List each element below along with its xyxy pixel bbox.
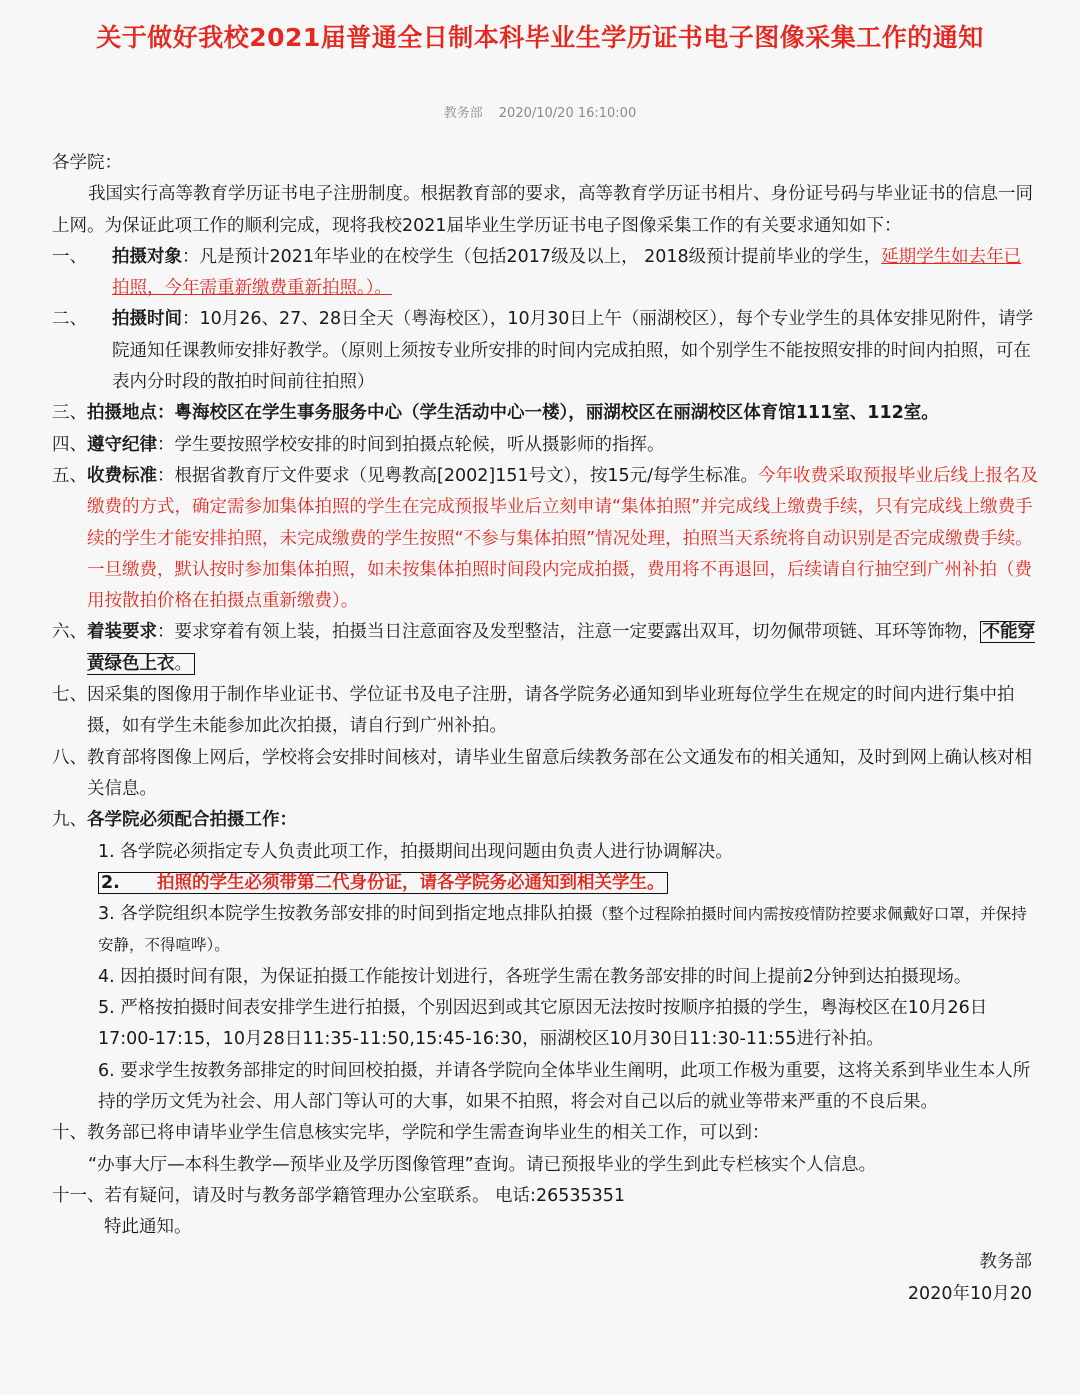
section-5 <box>52 461 1038 617</box>
section-content: 若有疑问，请及时与教务部学籍管理办公室联系。 电话:26535351 <box>104 1185 626 1206</box>
section-content: ：凡是预计2021年毕业的在校学生（包括2017级及以上， 2018级预计提前毕业的学生， <box>182 246 882 267</box>
section-text <box>112 242 1038 305</box>
section-content: 各学院必须配合拍摄工作： <box>87 810 297 831</box>
section-content: ：根据省教育厅文件要求（见粤教高[2002]151号文），按15元/每学生标准。 <box>157 465 759 486</box>
section-content: 教务部已将申请毕业学生信息核实完毕，学院和学生需查询毕业生的相关工作，可以到： <box>87 1123 770 1144</box>
section-content: ：10月26、27、28日全天（粤海校区），10月30日上午（丽湖校区），每个专业学生的具体安排见附件，请学院通知任课教师安排好教学。（原则上须按专业所安排的时间内完成拍照，如个别学生不能按照安排的时间内拍照，可在表内分时段的散拍时间前往拍照） <box>112 309 1034 393</box>
notice-body <box>52 148 1038 1310</box>
section-8 <box>52 743 1038 806</box>
sub-item-2 <box>52 868 1038 899</box>
sub-item-text: 拍照的学生必须带第二代身份证，请各学院务必通知到相关学生。 <box>157 872 665 893</box>
section-content: ：学生要按照学校安排的时间到拍摄点轮候，听从摄影师的指挥。 <box>157 434 665 455</box>
boxed-id-warning <box>98 872 668 894</box>
section-6 <box>52 617 1038 680</box>
section-number: 四、 <box>52 434 87 455</box>
section-text <box>112 304 1038 398</box>
boxed-warning-end: 。 <box>174 653 192 674</box>
section-content: 拍摄地点：粤海校区在学生事务服务中心（学生活动中心一楼），丽湖校区在丽湖校区体育馆111室、112室。 <box>87 403 939 424</box>
meta-line <box>0 104 1080 124</box>
section-10-path: “办事大厅—本科生教学—预毕业及学历图像管理”查询。请已预报毕业的学生到此专栏核实个人信息。 <box>88 1154 877 1175</box>
sub-item-4: 4. 因拍摄时间有限，为保证拍摄工作能按计划进行，各班学生需在教务部安排的时间上提前2分钟到达拍摄现场。 <box>98 966 972 987</box>
sub-item-number: 2. <box>101 872 120 893</box>
section-number: 五、 <box>52 465 87 486</box>
intro-paragraph: 我国实行高等教育学历证书电子注册制度。根据教育部的要求，高等教育学历证书相片、身份证号码与毕业证书的信息一同上网。为保证此项工作的顺利完成，现将我校2021届毕业生学历证书电子图像采集工作的有关要求通知如下： <box>52 184 1033 236</box>
publisher: 教务部 <box>443 106 483 121</box>
section-red-note: 延期学生如去年已拍照，今年需重新缴费重新拍照。）。 <box>112 246 1022 299</box>
sub-item-text: 3. 各学院组织本院学生按教务部安排的时间到指定地点排队拍摄 <box>98 904 593 925</box>
section-content: ：要求穿着有领上装，拍摄当日注意面容及发型整洁，注意一定要露出双耳，切勿佩带项链、耳环等饰物， <box>157 622 980 643</box>
closing-line: 特此通知。 <box>104 1217 192 1238</box>
section-10 <box>52 1118 1038 1149</box>
section-content: 教育部将图像上网后，学校将会安排时间核对，请毕业生留意后续教务部在公文通发布的相关通知，及时到网上确认核对相关信息。 <box>87 747 1032 799</box>
section-label: 着装要求 <box>87 622 157 643</box>
section-text <box>87 617 1038 680</box>
section-text <box>87 430 1038 461</box>
publish-datetime: 2020/10/20 16:10:00 <box>498 106 637 121</box>
section-number: 八、 <box>52 747 87 768</box>
section-number: 一、 <box>52 246 87 267</box>
section-text <box>87 461 1038 617</box>
section-11 <box>52 1181 1038 1212</box>
section-3 <box>52 398 1038 429</box>
section-label: 遵守纪律 <box>87 434 157 455</box>
sub-item-3 <box>52 899 1038 962</box>
sub-item-1: 1. 各学院必须指定专人负责此项工作，拍摄期间出现问题由负责人进行协调解决。 <box>98 841 733 862</box>
section-1 <box>52 242 1038 305</box>
section-red-note: 今年收费采取预报毕业后线上报名及缴费的方式，确定需参加集体拍照的学生在完成预报毕业后立刻申请“集体拍照”并完成线上缴费手续，只有完成线上缴费手续的学生才能安排拍照，未完成缴费的学生按照“不参与集体拍照”情况处理，拍照当天系统将自动识别是否完成缴费手续。一旦缴费，默认按时参加集体拍照，如未按集体拍照时间段内完成拍摄，费用将不再退回，后续请自行抽空到广州补拍（费用按散拍价格在拍摄点重新缴费）。 <box>87 465 1039 612</box>
section-number: 二、 <box>52 309 87 330</box>
section-number: 七、 <box>52 685 87 706</box>
boxed-warning-text: 不能穿黄绿色上衣 <box>87 622 1035 674</box>
section-number: 三、 <box>52 403 87 424</box>
section-label: 收费标准 <box>87 465 157 486</box>
page-title: 关于做好我校2021届普通全日制本科毕业生学历证书电子图像采集工作的通知 <box>96 23 984 52</box>
section-2 <box>52 304 1038 398</box>
section-label: 拍摄对象 <box>112 246 182 267</box>
section-9 <box>52 805 1038 836</box>
greeting: 各学院： <box>52 153 122 173</box>
section-number: 六、 <box>52 622 87 643</box>
sub-item-note: （整个过程除拍摄时间内需按疫情防控要求佩戴好口罩，并保持安静，不得喧哗）。 <box>98 905 1027 955</box>
section-label: 拍摄时间 <box>112 309 182 330</box>
section-number: 十一、 <box>52 1185 105 1206</box>
section-number: 九、 <box>52 810 87 831</box>
section-4 <box>52 430 1038 461</box>
section-number: 十、 <box>52 1123 87 1144</box>
section-content: 因采集的图像用于制作毕业证书、学位证书及电子注册，请各学院务必通知到毕业班每位学生在规定的时间内进行集中拍摄，如有学生未能参加此次拍摄，请自行到广州补拍。 <box>87 685 1015 737</box>
sub-item-5: 5. 严格按拍摄时间表安排学生进行拍摄，个别因迟到或其它原因无法按时按顺序拍摄的学生，粤海校区在10月26日17:00-17:15，10月28日11:35-11:50,15:45-16:30，丽湖校区10月30日11:30-11:55进行补拍。 <box>98 998 988 1050</box>
section-7 <box>52 680 1038 743</box>
signature: 教务部 <box>979 1252 1032 1273</box>
sub-item-6: 6. 要求学生按教务部排定的时间回校拍摄，并请各学院向全体毕业生阐明，此项工作极为重要，这将关系到毕业生本人所持的学历文凭为社会、用人部门等认可的大事，如果不拍照，将会对自己以后的就业等带来严重的不良后果。 <box>98 1060 1031 1112</box>
signature-date: 2020年10月20 <box>907 1283 1032 1304</box>
